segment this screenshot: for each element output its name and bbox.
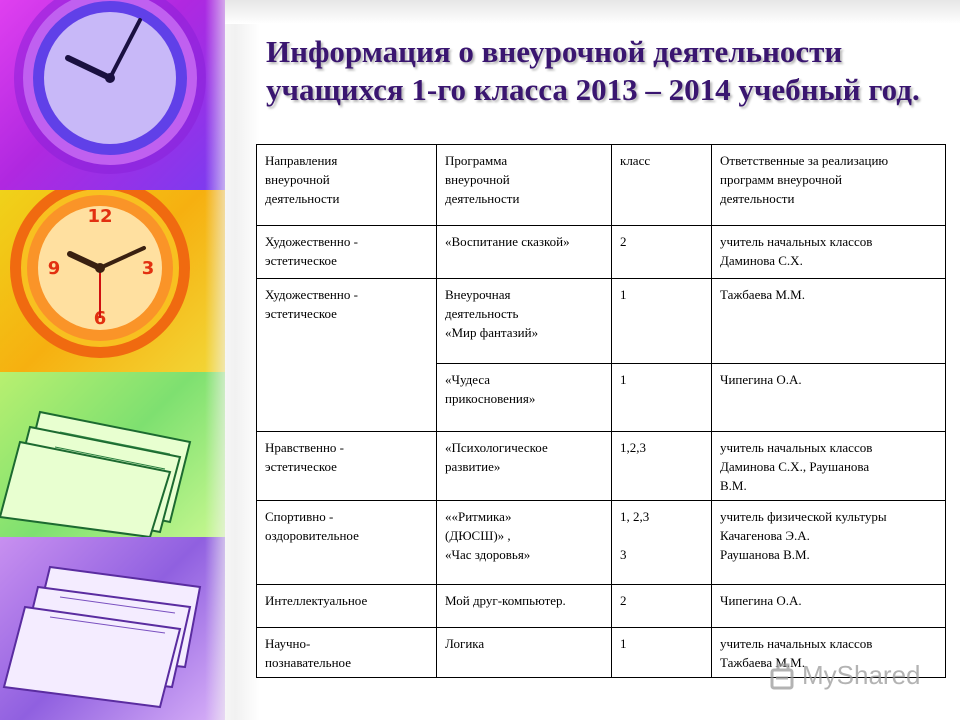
- purple-clock-icon: [0, 0, 225, 190]
- svg-text:3: 3: [141, 258, 155, 279]
- cell-text: Научно-: [265, 636, 311, 651]
- decorative-photo-strip: [0, 0, 225, 720]
- cell-program: [437, 364, 612, 432]
- cell-text: Тажбаева М.М.: [720, 287, 805, 302]
- cell-text: «Час здоровья»: [445, 547, 531, 562]
- svg-text:12: 12: [87, 206, 113, 227]
- cell-text: прикосновения»: [445, 391, 536, 406]
- cell-text: (ДЮСШ)» ,: [445, 528, 511, 543]
- cell-direction: [257, 432, 437, 501]
- cell-responsible: [712, 364, 946, 432]
- cell-text: познавательное: [265, 655, 351, 670]
- cell-text: 1: [620, 287, 627, 302]
- cell-responsible: [712, 432, 946, 501]
- cell-program: [437, 585, 612, 628]
- cell-class: [612, 585, 712, 628]
- cell-text: эстетическое: [265, 253, 337, 268]
- header-text: Направления: [265, 153, 338, 168]
- cell-text: учитель физической культуры: [720, 509, 887, 524]
- cell-text: Интеллектуальное: [265, 593, 368, 608]
- header-class: [612, 145, 712, 226]
- cell-program: [437, 279, 612, 364]
- svg-text:9: 9: [47, 258, 61, 279]
- papers-stack-icon: [0, 372, 225, 537]
- cell-text: учитель начальных классов: [720, 636, 873, 651]
- cell-text: деятельность: [445, 306, 519, 321]
- cell-direction: [257, 226, 437, 279]
- cell-text: 2: [620, 593, 627, 608]
- header-text: деятельности: [445, 191, 520, 206]
- slide-title: Информация о внеурочной деятельности учащихся 1-го класса 2013 – 2014 учебный год.: [266, 34, 920, 107]
- cell-direction: [257, 628, 437, 678]
- cell-text: «Чудеса: [445, 372, 491, 387]
- table-row: [257, 501, 946, 585]
- cell-direction: [257, 585, 437, 628]
- cell-text: Чипегина О.А.: [720, 593, 802, 608]
- table-header-row: [257, 145, 946, 226]
- cell-text: Чипегина О.А.: [720, 372, 802, 387]
- cell-text: Раушанова В.М.: [720, 547, 810, 562]
- yellow-clock-icon: [0, 190, 225, 372]
- top-band: [225, 0, 960, 24]
- cell-text: учитель начальных классов: [720, 440, 873, 455]
- cell-text: Даминова С.Х., Раушанова: [720, 459, 870, 474]
- cell-text: «Мир фантазий»: [445, 325, 539, 340]
- cell-class: [612, 628, 712, 678]
- cell-program: [437, 226, 612, 279]
- activities-table: [256, 144, 946, 678]
- cell-text: Тажбаева М.М.: [720, 655, 805, 670]
- cell-text: 2: [620, 234, 627, 249]
- cell-text: развитие»: [445, 459, 501, 474]
- header-program: [437, 145, 612, 226]
- cell-text: В.М.: [720, 478, 747, 493]
- green-papers-panel: [0, 372, 225, 537]
- cell-class: [612, 501, 712, 585]
- cell-program: [437, 432, 612, 501]
- watermark-text: MyShared: [802, 660, 921, 690]
- svg-text:6: 6: [93, 308, 107, 329]
- cell-class: [612, 279, 712, 364]
- cell-text: 1: [620, 636, 627, 651]
- purple-clock-panel: [0, 0, 225, 190]
- cell-class: [612, 226, 712, 279]
- strip-fade: [205, 0, 260, 720]
- cell-text: Даминова С.Х.: [720, 253, 803, 268]
- cell-text: Логика: [445, 636, 485, 651]
- header-text: Ответственные за реализацию: [720, 153, 889, 168]
- header-text: деятельности: [265, 191, 340, 206]
- cell-responsible: [712, 226, 946, 279]
- violet-papers-panel: [0, 537, 225, 720]
- header-responsible: [712, 145, 946, 226]
- cell-text: 1,2,3: [620, 440, 646, 455]
- table-row: [257, 585, 946, 628]
- table-row: [257, 432, 946, 501]
- cell-text: ««Ритмика»: [445, 509, 512, 524]
- header-text: деятельности: [720, 191, 795, 206]
- cell-responsible: [712, 585, 946, 628]
- cell-direction: [257, 279, 437, 432]
- papers-stack-icon: [0, 537, 225, 720]
- cell-text: Качагенова Э.А.: [720, 528, 810, 543]
- header-text: внеурочной: [265, 172, 330, 187]
- cell-text: Художественно -: [265, 234, 358, 249]
- cell-direction: [257, 501, 437, 585]
- header-text: программ внеурочной: [720, 172, 842, 187]
- cell-text: эстетическое: [265, 459, 337, 474]
- cell-text: Спортивно -: [265, 509, 334, 524]
- header-direction: [257, 145, 437, 226]
- header-text: внеурочной: [445, 172, 510, 187]
- cell-text: Мой друг-компьютер.: [445, 593, 566, 608]
- cell-class: [612, 432, 712, 501]
- cell-text: Внеурочная: [445, 287, 511, 302]
- cell-text: 1, 2,3: [620, 509, 650, 524]
- cell-program: [437, 501, 612, 585]
- watermark: [768, 660, 928, 692]
- cell-text: 3: [620, 547, 627, 562]
- cell-text: 1: [620, 372, 627, 387]
- cell-responsible: [712, 279, 946, 364]
- cell-text: оздоровительное: [265, 528, 359, 543]
- header-text: класс: [620, 153, 651, 168]
- cell-text: учитель начальных классов: [720, 234, 873, 249]
- cell-responsible: [712, 501, 946, 585]
- cell-spacer: [620, 526, 703, 545]
- table-row: [257, 279, 946, 364]
- cell-text: Нравственно -: [265, 440, 344, 455]
- cell-text: «Воспитание сказкой»: [445, 234, 570, 249]
- table-row: [257, 226, 946, 279]
- header-text: Программа: [445, 153, 508, 168]
- cell-text: эстетическое: [265, 306, 337, 321]
- cell-program: [437, 628, 612, 678]
- cell-text: «Психологическое: [445, 440, 548, 455]
- cell-class: [612, 364, 712, 432]
- yellow-clock-panel: [0, 190, 225, 372]
- shared-logo-icon: [768, 662, 798, 692]
- cell-text: Художественно -: [265, 287, 358, 302]
